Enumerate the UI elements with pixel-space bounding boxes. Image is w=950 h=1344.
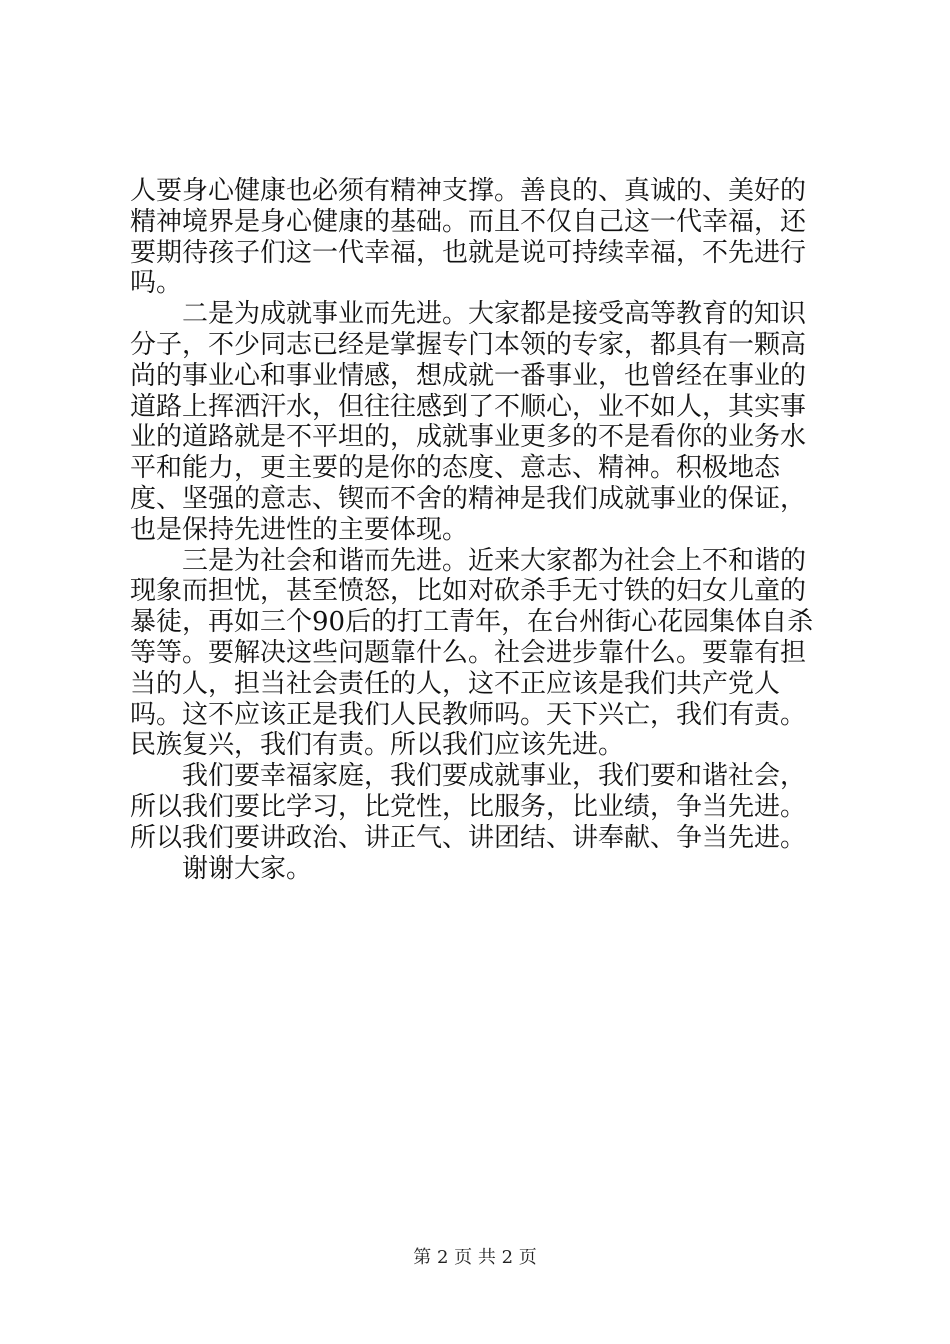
paragraph-1: 人要身心健康也必须有精神支撑。善良的、真诚的、美好的精神境界是身心健康的基础。而且不仅自己这一代幸福，还要期待孩子们这一代幸福，也就是说可持续幸福，不先进行吗。 xyxy=(130,176,807,299)
paragraph-4: 我们要幸福家庭，我们要成就事业，我们要和谐社会，所以我们要比学习，比党性，比服务，比业绩，争当先进。所以我们要讲政治、讲正气、讲团结、讲奉献、争当先进。 xyxy=(130,761,807,853)
page-footer: 第 2 页 共 2 页 xyxy=(413,1247,537,1268)
paragraph-2: 二是为成就事业而先进。大家都是接受高等教育的知识分子，不少同志已经是掌握专门本领的专家，都具有一颗高尚的事业心和事业情感，想成就一番事业，也曾经在事业的道路上挥洒汗水，但往往感到了不顺心，业不如人，其实事业的道路就是不平坦的，成就事业更多的不是看你的业务水平和能力，更主要的是你的态度、意志、精神。积极地态度、坚强的意志、锲而不舍的精神是我们成就事业的保证，也是保持先进性的主要体现。 xyxy=(130,299,807,545)
paragraph-3: 三是为社会和谐而先进。近来大家都为社会上不和谐的现象而担忧，甚至愤怒，比如对砍杀手无寸铁的妇女儿童的暴徒，再如三个90后的打工青年，在台州街心花园集体自杀等等。要解决这些问题靠什么。社会进步靠什么。要靠有担当的人，担当社会责任的人，这不正应该是我们共产党人吗。这不应该正是我们人民教师吗。天下兴亡，我们有责。民族复兴，我们有责。所以我们应该先进。 xyxy=(130,545,814,761)
paragraph-5: 谢谢大家。 xyxy=(182,853,313,884)
document-body xyxy=(130,176,830,884)
